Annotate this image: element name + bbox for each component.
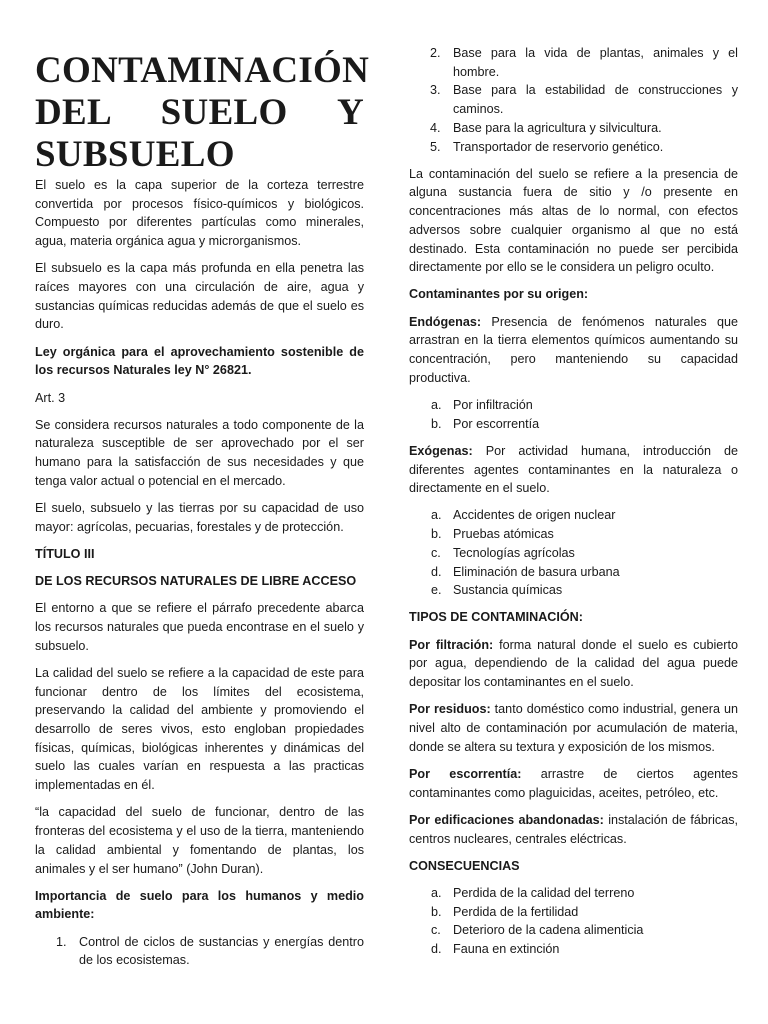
exogenas-list	[409, 506, 738, 600]
list-item: d. Fauna en extinción	[431, 942, 560, 957]
paragraph-exogenas: Exógenas: Por actividad humana, introducción de diferentes agentes contaminantes en la naturaleza o directamente en el suelo.	[409, 443, 738, 496]
list-item: 2. Base para la vida de plantas, animales y el hombre.	[430, 46, 738, 79]
list-item: b. Pruebas atómicas	[431, 527, 554, 542]
list-item: a. Accidentes de origen nuclear	[431, 508, 616, 523]
heading-ley: Ley orgánica para el aprovechamiento sostenible de los recursos Naturales ley N° 26821.	[35, 344, 364, 378]
paragraph-subsuelo: El subsuelo es la capa más profunda en ella penetra las raíces mayores con una circulación de aire, agua y sustancias químicas reducidas además de que el suelo es duro.	[35, 261, 364, 332]
list-item: d. Eliminación de basura urbana	[431, 564, 620, 579]
paragraph-residuos: Por residuos: tanto doméstico como industrial, genera un nivel alto de contaminación por acumulación de materia, donde se altera su textura y exposición de los mismos.	[409, 702, 738, 754]
list-item: 3. Base para la estabilidad de construcciones y caminos.	[430, 83, 738, 117]
consecuencias-list	[409, 884, 738, 959]
paragraph-entorno: El entorno a que se refiere el párrafo precedente abarca los recursos naturales que pueda encontrase en el suelo y subsuelo.	[35, 601, 364, 653]
heading-titulo: TÍTULO III	[35, 546, 95, 561]
paragraph-calidad: La calidad del suelo se refiere a la capacidad de este para funcionar dentro de los límites del ecosistema, preservando la calidad del ambiente y promoviendo el desarrollo de seres vivos, esto engloban propiedades físicas, químicas, biológicas inherentes y dinámicas del suelo las cuales varían en respuesta a las practicas implementadas en él.	[35, 665, 364, 793]
left-column	[35, 0, 370, 979]
importancia-list-cont	[409, 44, 738, 156]
title-line: SUBSUELO	[35, 134, 235, 175]
importancia-list	[35, 933, 364, 970]
heading-consecuencias: CONSECUENCIAS	[409, 858, 520, 873]
heading-origen: Contaminantes por su origen:	[409, 287, 589, 302]
paragraph-edificaciones: Por edificaciones abandonadas: instalación de fábricas, centros nucleares, centrales eléctricas.	[409, 812, 739, 846]
list-item: c. Deterioro de la cadena alimenticia	[431, 923, 644, 938]
list-item: c. Tecnologías agrícolas	[431, 545, 575, 560]
list-item: b. Perdida de la fertilidad	[431, 904, 579, 919]
list-item: b. Por escorrentía	[431, 416, 540, 431]
paragraph-cita: “la capacidad del suelo de funcionar, dentro de las fronteras del ecosistema y el uso de la tierra, manteniendo la calidad ambiental y fomentando de plantas, los animales y el ser humano” (John Duran).	[35, 805, 364, 876]
heading-importancia: Importancia de suelo para los humanos y medio ambiente:	[35, 888, 364, 922]
heading-tipos: TIPOS DE CONTAMINACIÓN:	[409, 610, 583, 625]
list-item: 4. Base para la agricultura y silvicultura.	[430, 120, 662, 135]
list-item: 5. Transportador de reservorio genético.	[430, 139, 664, 154]
list-item: a. Perdida de la calidad del terreno	[431, 885, 635, 900]
endogenas-list	[409, 396, 738, 433]
paragraph-recursos: Se considera recursos naturales a todo componente de la naturaleza susceptible de ser aprovechado por el ser humano para la satisfacción de sus necesidades y que tenga valor actual o potencial en el mercado.	[35, 417, 364, 488]
heading-libre-acceso: DE LOS RECURSOS NATURALES DE LIBRE ACCESO	[35, 574, 357, 589]
title-line: DEL SUELO Y	[35, 92, 364, 133]
paragraph-endogenas: Endógenas: Presencia de fenómenos naturales que arrastran en la tierra elementos químicos aumentando su concentración, pero manteniendo su capacidad productiva.	[409, 314, 738, 385]
paragraph-suelo: El suelo es la capa superior de la corteza terrestre convertida por procesos físico-químicos y biológicos. Compuesto por diferentes partículas como minerales, agua, materia orgánica agua y microrganismos.	[35, 178, 364, 249]
list-item: e. Sustancia químicas	[431, 583, 563, 598]
paragraph-escorrentia: Por escorrentía: arrastre de ciertos agentes contaminantes como plaguicidas, aceites, petróleo, etc.	[409, 766, 738, 800]
title-line: CONTAMINACIÓN	[35, 50, 370, 91]
paragraph-uso-mayor: El suelo, subsuelo y las tierras por su capacidad de uso mayor: agrícolas, pecuarias, forestales y de protección.	[35, 501, 364, 534]
paragraph-filtracion: Por filtración: forma natural donde el suelo es cubierto por agua, dependiendo de la calidad del agua puede depositar los contaminantes en el suelo.	[409, 637, 738, 690]
right-column	[409, 44, 738, 967]
page-title	[35, 50, 370, 176]
paragraph-art: Art. 3	[35, 390, 66, 405]
list-item: a. Por infiltración	[431, 397, 533, 412]
paragraph-contaminacion: La contaminación del suelo se refiere a la presencia de alguna sustancia fuera de sitio y /o presente en concentraciones más altas de lo normal, con efectos adversos sobre cualquier organismo al que no está destinado. Esta contaminación no puede ser percibida directamente por ello se le considera un peligro oculto.	[409, 166, 738, 275]
list-item: 1. Control de ciclos de sustancias y energías dentro de los ecosistemas.	[56, 934, 364, 968]
